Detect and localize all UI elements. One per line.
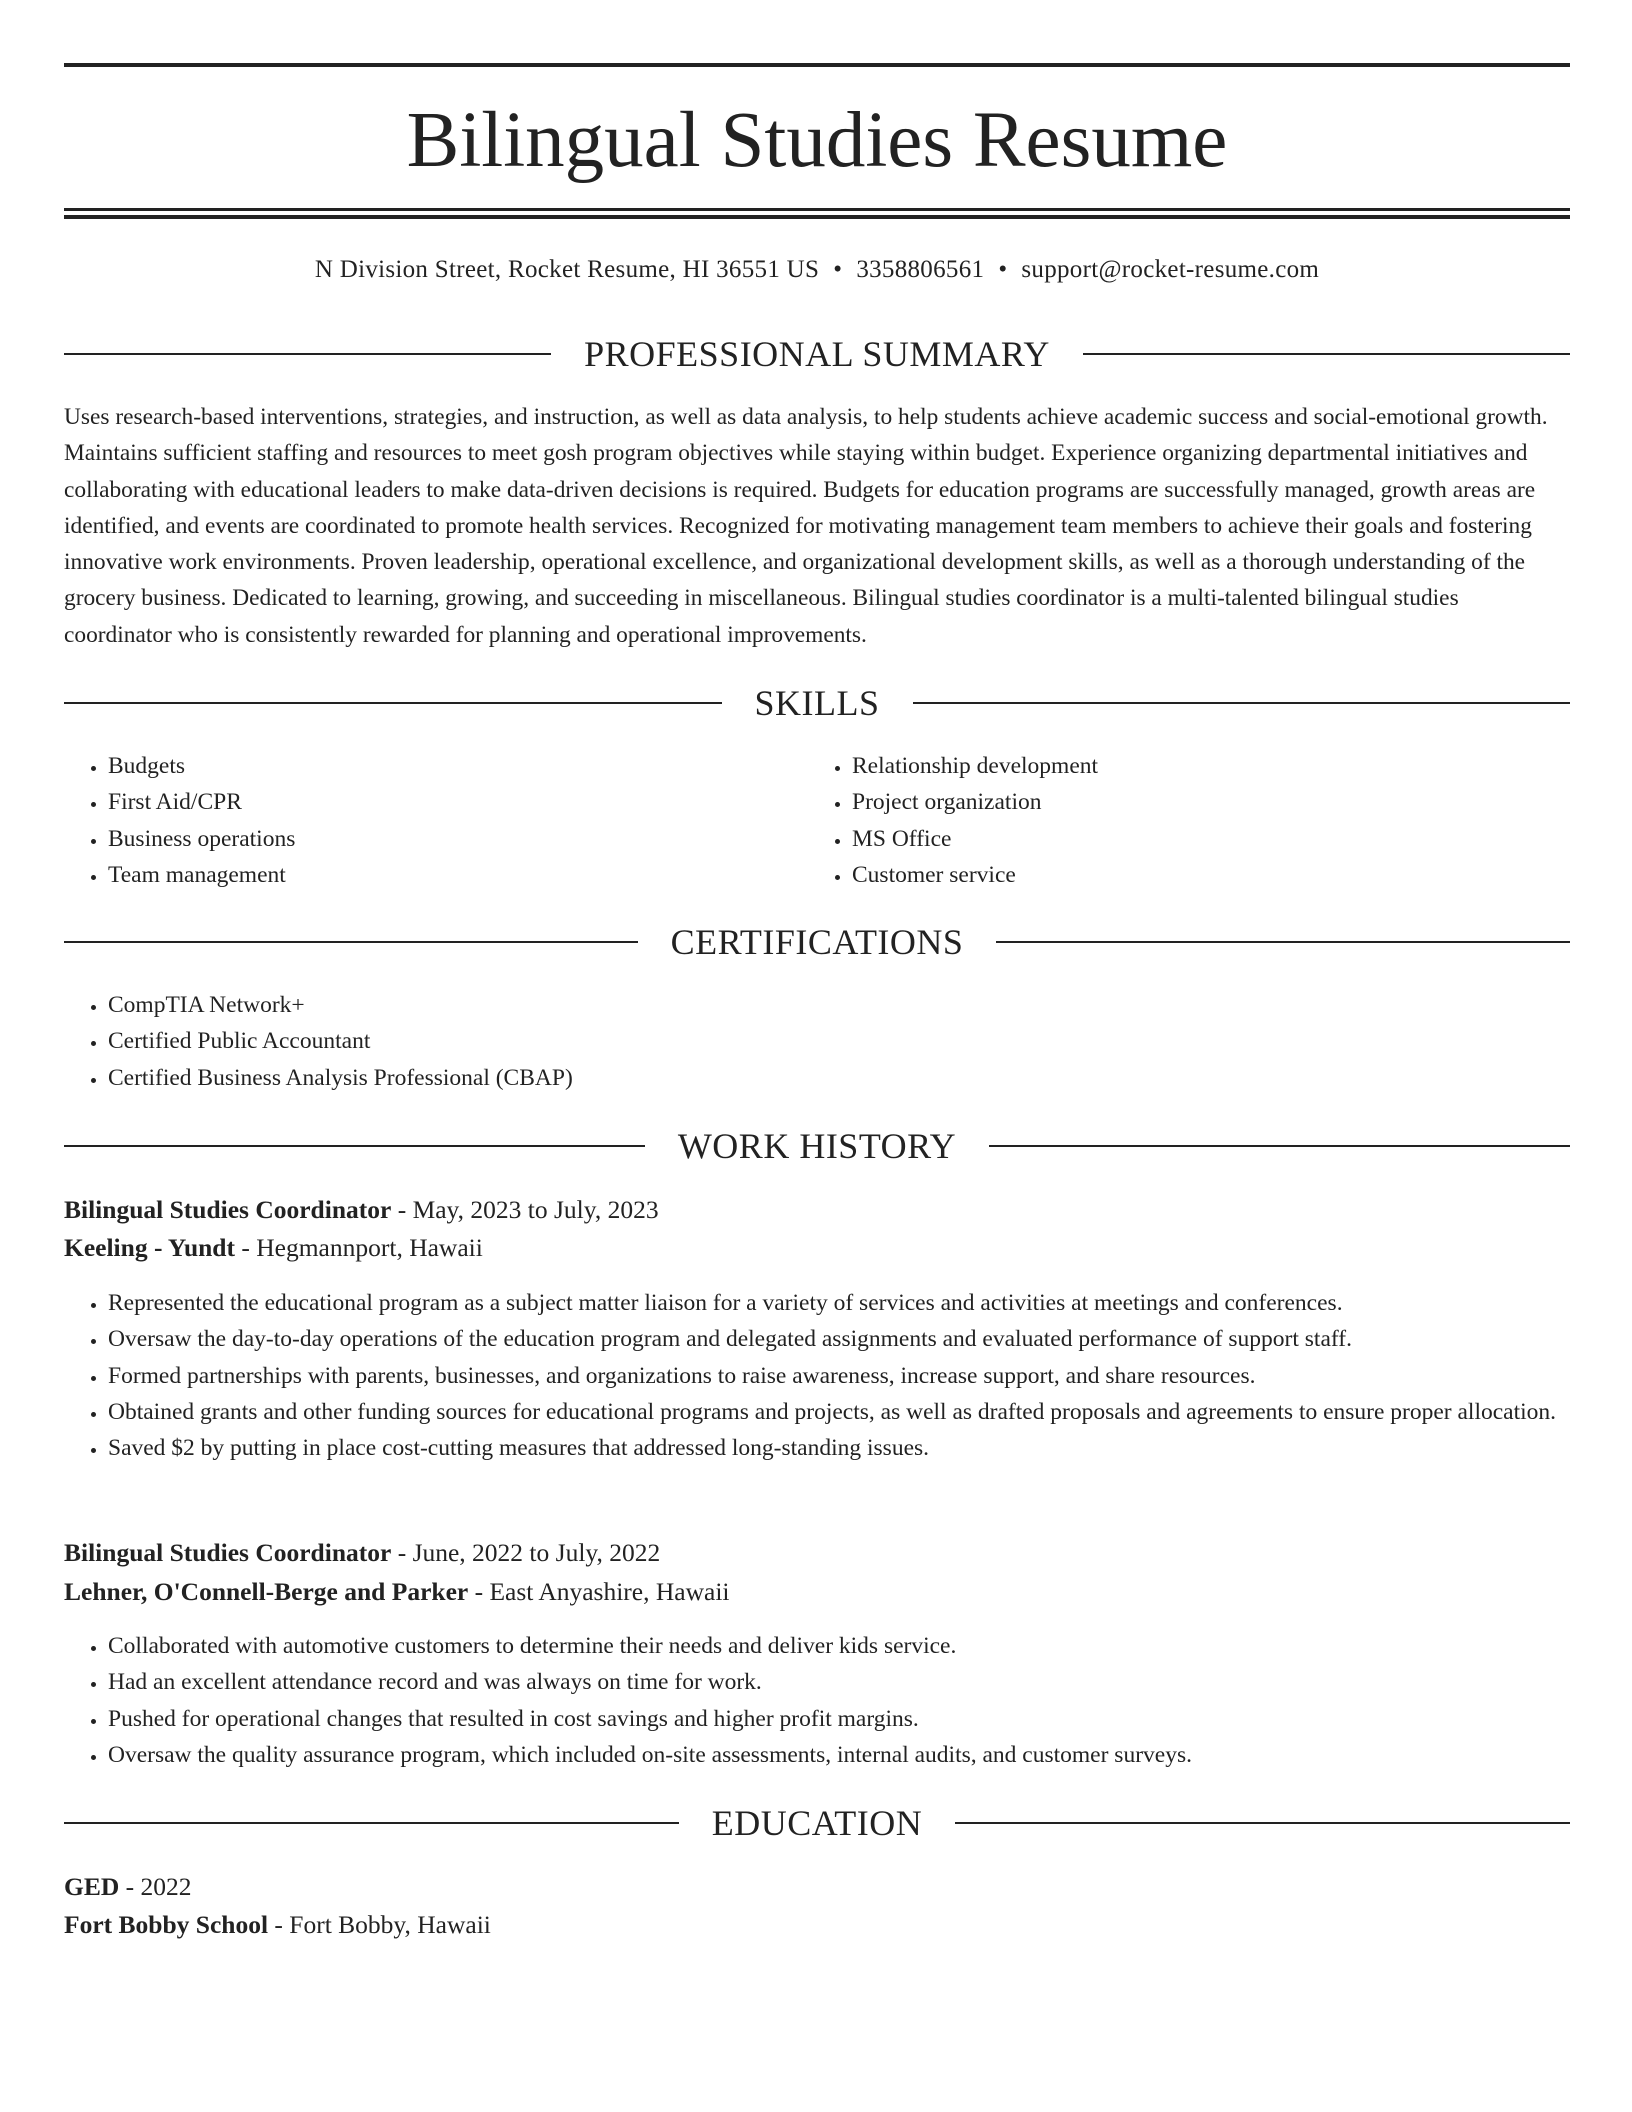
section-heading-education <box>64 1801 1570 1845</box>
job-bullet: • Formed partnerships with parents, businesses, and organizations to raise awareness, increase support, and share resources. <box>108 1358 1614 1394</box>
header-double-rule-lower <box>64 215 1570 219</box>
heading-rule <box>913 702 1571 704</box>
job-company: Lehner, O'Connell-Berge and Parker <box>64 1577 469 1606</box>
education-year: - 2022 <box>119 1872 192 1901</box>
education-school: Fort Bobby School <box>64 1910 269 1939</box>
job-bullet-list <box>64 1285 1614 1466</box>
job-title-line <box>64 1535 660 1571</box>
job-location: - East Anyashire, Hawaii <box>468 1577 730 1606</box>
section-heading-skills <box>64 681 1570 725</box>
certification-item: • CompTIA Network+ <box>108 987 1508 1023</box>
job-bullet: • Had an excellent attendance record and was always on time for work. <box>108 1664 1614 1700</box>
job-dates: - June, 2022 to July, 2022 <box>391 1538 661 1567</box>
skill-item: • First Aid/CPR <box>108 784 808 820</box>
job-location: - Hegmannport, Hawaii <box>234 1233 483 1262</box>
skill-item: • Project organization <box>852 784 1552 820</box>
skill-item: • Budgets <box>108 748 808 784</box>
heading-rule <box>955 1822 1570 1824</box>
certifications-list <box>64 987 1508 1096</box>
education-degree-line <box>64 1869 192 1905</box>
job-title-line <box>64 1192 659 1228</box>
job-title: Bilingual Studies Coordinator <box>64 1538 392 1567</box>
section-heading-work-history <box>64 1124 1570 1168</box>
section-heading-label: CERTIFICATIONS <box>670 922 964 962</box>
education-degree: GED <box>64 1872 120 1901</box>
certification-item: • Certified Business Analysis Professional (CBAP) <box>108 1060 1508 1096</box>
job-dates: - May, 2023 to July, 2023 <box>391 1195 659 1224</box>
education-location: - Fort Bobby, Hawaii <box>268 1910 491 1939</box>
job-bullet: • Obtained grants and other funding sources for educational programs and projects, as well as drafted proposals and agreements to ensure proper allocation. <box>108 1394 1614 1430</box>
contact-phone: 3358806561 <box>856 256 985 283</box>
section-heading-label: SKILLS <box>754 683 880 723</box>
header-double-rule-upper <box>64 208 1570 211</box>
contact-separator: • <box>998 256 1008 283</box>
heading-rule <box>64 353 551 355</box>
header-top-rule <box>64 63 1570 67</box>
section-heading-certifications <box>64 920 1570 964</box>
skill-item: • Team management <box>108 857 808 893</box>
heading-rule <box>989 1145 1570 1147</box>
skills-list-right <box>808 748 1552 893</box>
education-school-line <box>64 1907 491 1943</box>
job-bullet: • Oversaw the quality assurance program, which included on-site assessments, internal audits, and customer surveys. <box>108 1737 1614 1773</box>
section-heading-label: EDUCATION <box>711 1803 923 1843</box>
heading-rule <box>64 1145 645 1147</box>
skill-item: • MS Office <box>852 821 1552 857</box>
section-heading-label: WORK HISTORY <box>677 1126 957 1166</box>
heading-rule <box>996 941 1570 943</box>
heading-rule <box>64 1822 679 1824</box>
contact-separator: • <box>833 256 843 283</box>
certification-item: • Certified Public Accountant <box>108 1023 1508 1059</box>
resume-title: Bilingual Studies Resume <box>406 97 1228 184</box>
job-bullet: • Pushed for operational changes that resulted in cost savings and higher profit margins. <box>108 1701 1614 1737</box>
skill-item: • Customer service <box>852 857 1552 893</box>
job-bullet-list <box>64 1628 1614 1773</box>
job-title: Bilingual Studies Coordinator <box>64 1195 392 1224</box>
summary-paragraph: Uses research-based interventions, strategies, and instruction, as well as data analysis, to help students achieve academic success and social-emotional growth. Maintains sufficient staffing and resources to meet gosh program objectives while staying within budget. Experience organizing departmental initiatives and collaborating with educational leaders to make data-driven decisions is required. Budgets for education programs are successfully managed, growth areas are identified, and events are coordinated to promote health services. Recognized for motivating management team members to achieve their goals and fostering innovative work environments. Proven leadership, operational excellence, and organizational development skills, as well as a thorough understanding of the grocery business. Dedicated to learning, growing, and succeeding in miscellaneous. Bilingual studies coordinator is a multi-talented bilingual studies coordinator who is consistently rewarded for planning and operational improvements. <box>64 404 1548 648</box>
job-company: Keeling - Yundt <box>64 1233 235 1262</box>
job-company-line <box>64 1574 730 1610</box>
contact-line <box>64 253 1570 287</box>
heading-rule <box>64 702 722 704</box>
job-company-line <box>64 1230 483 1266</box>
section-heading-label: PROFESSIONAL SUMMARY <box>584 334 1050 374</box>
skills-list-left <box>64 748 808 893</box>
heading-rule <box>1083 353 1570 355</box>
job-bullet: • Oversaw the day-to-day operations of the education program and delegated assignments and evaluated performance of support staff. <box>108 1321 1614 1357</box>
heading-rule <box>64 941 638 943</box>
skill-item: • Business operations <box>108 821 808 857</box>
contact-address: N Division Street, Rocket Resume, HI 36551 US <box>314 256 820 283</box>
job-bullet: • Collaborated with automotive customers to determine their needs and deliver kids service. <box>108 1628 1614 1664</box>
skill-item: • Relationship development <box>852 748 1552 784</box>
job-bullet: • Saved $2 by putting in place cost-cutting measures that addressed long-standing issues. <box>108 1430 1614 1466</box>
contact-email: support@rocket-resume.com <box>1021 256 1320 283</box>
section-heading-summary <box>64 332 1570 376</box>
job-bullet: • Represented the educational program as a subject matter liaison for a variety of services and activities at meetings and conferences. <box>108 1285 1614 1321</box>
